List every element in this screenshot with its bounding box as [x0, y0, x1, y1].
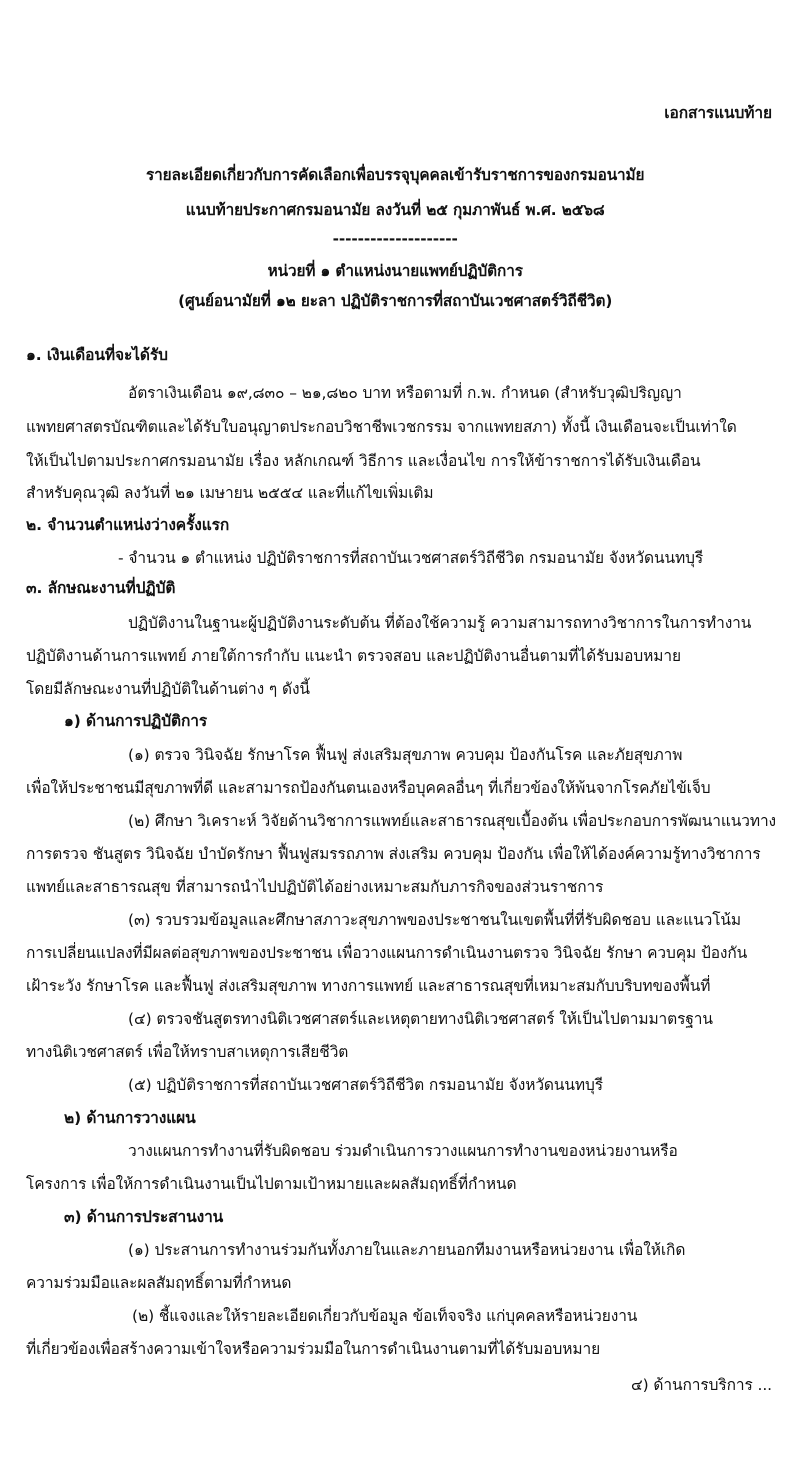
document-title: รายละเอียดเกี่ยวกับการคัดเลือกเพื่อบรรจุบุคคลเข้ารับราชการของกรมอนามัย: [145, 166, 645, 184]
subsection-heading-operations: ๑) ด้านการปฏิบัติการ: [64, 712, 208, 730]
unit-subheading: (ศูนย์อนามัยที่ ๑๒ ยะลา ปฏิบัติราชการที่สถาบันเวชศาสตร์วิถีชีวิต): [178, 292, 613, 310]
list-item: (๔) ตรวจชันสูตรทางนิติเวชศาสตร์และเหตุตายทางนิติเวชศาสตร์ ให้เป็นไปตามมาตรฐาน: [128, 1010, 713, 1028]
list-item-continuation: ความร่วมมือและผลสัมฤทธิ์ตามที่กำหนด: [26, 1274, 292, 1292]
paragraph-line: ปฏิบัติงานด้านการแพทย์ ภายใต้การกำกับ แนะนำ ตรวจสอบ และปฏิบัติงานอื่นตามที่ได้รับมอบหมาย: [26, 647, 681, 665]
paragraph-line: แพทยศาสตรบัณฑิตและได้รับใบอนุญาตประกอบวิชาชีพเวชกรรม จากแพทยสภา) ทั้งนี้ เงินเดือนจะเป็นเท่าใด: [26, 418, 737, 436]
list-item: (๑) ตรวจ วินิจฉัย รักษาโรค ฟื้นฟู ส่งเสริมสุขภาพ ควบคุม ป้องกันโรค และภัยสุขภาพ: [128, 746, 683, 764]
list-item-continuation: การตรวจ ชันสูตร วินิจฉัย บำบัดรักษา ฟื้นฟูสมรรถภาพ ส่งเสริม ควบคุม ป้องกัน เพื่อให้ได้องค์ความรู้ทางวิชาการ: [26, 845, 761, 863]
list-item: (๒) ชี้แจงและให้รายละเอียดเกี่ยวกับข้อมูล ข้อเท็จจริง แก่บุคคลหรือหน่วยงาน: [132, 1307, 638, 1325]
list-item-continuation: เฝ้าระวัง รักษาโรค และฟื้นฟู ส่งเสริมสุขภาพ ทางการแพทย์ และสาธารณสุขที่เหมาะสมกับบริบทของพื้นที่: [26, 977, 711, 995]
subsection-heading-planning: ๒) ด้านการวางแผน: [64, 1109, 196, 1127]
unit-heading: หน่วยที่ ๑ ตำแหน่งนายแพทย์ปฏิบัติการ: [267, 262, 523, 280]
section-heading-duties: ๓. ลักษณะงานที่ปฏิบัติ: [26, 579, 176, 597]
paragraph-line: ให้เป็นไปตามประกาศกรมอนามัย เรื่อง หลักเกณฑ์ วิธีการ และเงื่อนไข การให้ข้าราชการได้รับเงินเดือน: [26, 452, 701, 470]
list-item-continuation: แพทย์และสาธารณสุข ที่สามารถนำไปปฏิบัติได้อย่างเหมาะสมกับภารกิจของส่วนราชการ: [26, 878, 604, 896]
list-item-continuation: เพื่อให้ประชาชนมีสุขภาพที่ดี และสามารถป้องกันตนเองหรือบุคคลอื่นๆ ที่เกี่ยวข้องให้พ้นจากโรคภัยไข้เจ็บ: [26, 779, 711, 797]
attachment-label: เอกสารแนบท้าย: [664, 104, 772, 122]
list-item: (๓) รวบรวมข้อมูลและศึกษาสภาวะสุขภาพของประชาชนในเขตพื้นที่ที่รับผิดชอบ และแนวโน้ม: [128, 911, 742, 929]
list-item: - จำนวน ๑ ตำแหน่ง ปฏิบัติราชการที่สถาบันเวชศาสตร์วิถีชีวิต กรมอนามัย จังหวัดนนทบุรี: [118, 549, 704, 567]
paragraph-line: โดยมีลักษณะงานที่ปฏิบัติในด้านต่าง ๆ ดังนี้: [26, 680, 310, 698]
section-heading-salary: ๑. เงินเดือนที่จะได้รับ: [26, 346, 168, 364]
title-divider: --------------------: [332, 230, 458, 248]
paragraph-line: สำหรับคุณวุฒิ ลงวันที่ ๒๑ เมษายน ๒๕๕๔ และที่แก้ไขเพิ่มเติม: [26, 484, 434, 502]
paragraph-line: อัตราเงินเดือน ๑๙,๘๓๐ – ๒๑,๘๒๐ บาท หรือตามที่ ก.พ. กำหนด (สำหรับวุฒิปริญญา: [128, 384, 682, 402]
page-continuation: ๔) ด้านการบริการ ...: [631, 1376, 772, 1394]
list-item: (๑) ประสานการทำงานร่วมกันทั้งภายในและภายนอกทีมงานหรือหน่วยงาน เพื่อให้เกิด: [128, 1241, 686, 1259]
list-item-continuation: ทางนิติเวชศาสตร์ เพื่อให้ทราบสาเหตุการเสียชีวิต: [26, 1043, 349, 1061]
document-subtitle: แนบท้ายประกาศกรมอนามัย ลงวันที่ ๒๕ กุมภาพันธ์ พ.ศ. ๒๕๖๘: [185, 201, 605, 219]
list-item: (๕) ปฏิบัติราชการที่สถาบันเวชศาสตร์วิถีชีวิต กรมอนามัย จังหวัดนนทบุรี: [128, 1076, 603, 1094]
paragraph-line: วางแผนการทำงานที่รับผิดชอบ ร่วมดำเนินการวางแผนการทำงานของหน่วยงานหรือ: [128, 1142, 678, 1160]
paragraph-line: โครงการ เพื่อให้การดำเนินงานเป็นไปตามเป้าหมายและผลสัมฤทธิ์ที่กำหนด: [26, 1175, 517, 1193]
paragraph-line: ปฏิบัติงานในฐานะผู้ปฏิบัติงานระดับต้น ที่ต้องใช้ความรู้ ความสามารถทางวิชาการในการทำงาน: [128, 614, 752, 632]
list-item-continuation: ที่เกี่ยวข้องเพื่อสร้างความเข้าใจหรือความร่วมมือในการดำเนินงานตามที่ได้รับมอบหมาย: [26, 1340, 601, 1358]
subsection-heading-coordination: ๓) ด้านการประสานงาน: [64, 1208, 224, 1226]
section-heading-vacancies: ๒. จำนวนตำแหน่งว่างครั้งแรก: [26, 516, 230, 534]
list-item-continuation: การเปลี่ยนแปลงที่มีผลต่อสุขภาพของประชาชน เพื่อวางแผนการดำเนินงานตรวจ วินิจฉัย รักษา ควบคุม ป้องกัน: [26, 944, 748, 962]
list-item: (๒) ศึกษา วิเคราะห์ วิจัยด้านวิชาการแพทย์และสาธารณสุขเบื้องต้น เพื่อประกอบการพัฒนาแนวทาง: [128, 812, 777, 830]
